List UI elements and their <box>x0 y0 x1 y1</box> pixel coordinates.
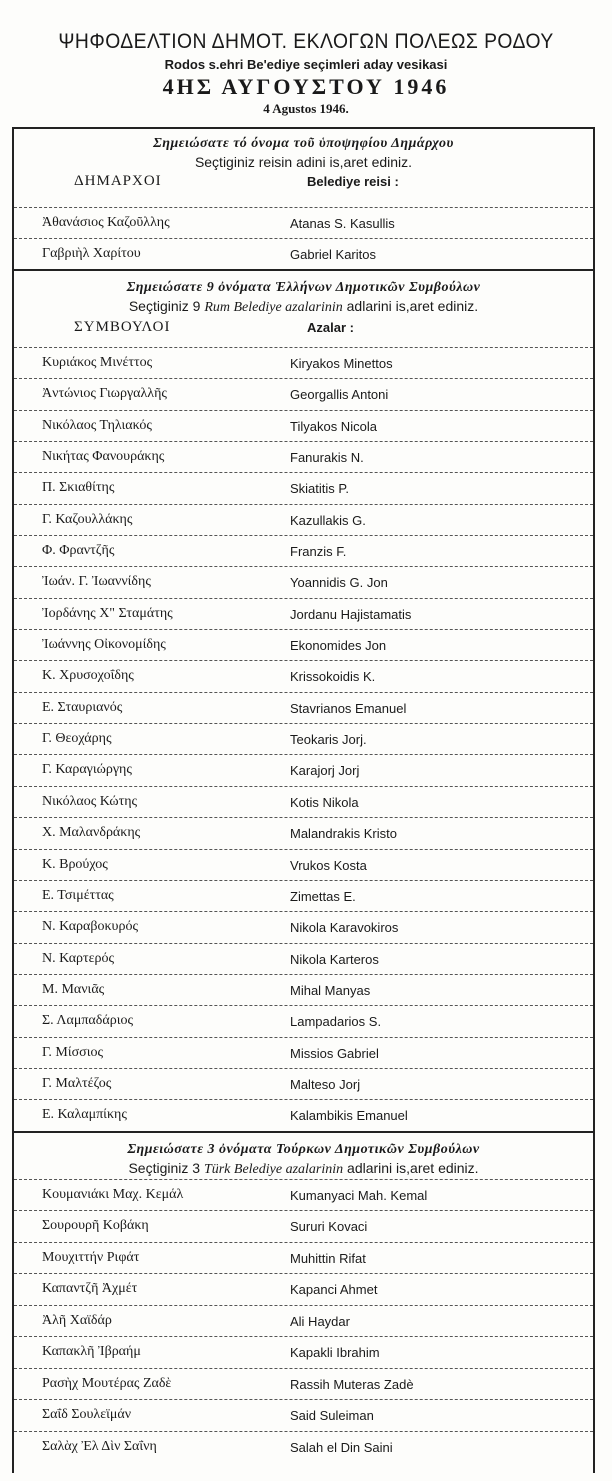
candidate-name-greek: Νικόλαος Τηλιακός <box>42 417 152 433</box>
candidate-row[interactable] <box>14 1336 593 1368</box>
candidate-name-greek: Καπαντζῆ Ἀχμέτ <box>42 1281 138 1297</box>
candidate-name-turkish: Zimettas E. <box>290 888 356 904</box>
candidate-name-turkish: Stavrianos Emanuel <box>290 700 407 716</box>
council-section <box>14 271 593 1131</box>
candidate-name-turkish: Kiryakos Minettos <box>290 356 393 371</box>
candidate-name-turkish: Rassih Muteras Zadè <box>290 1376 414 1392</box>
candidate-row[interactable] <box>14 692 593 723</box>
ballot-header <box>0 0 612 116</box>
candidate-name-turkish: Salah el Din Saini <box>290 1439 393 1455</box>
turkish-instruction-post: adlarini is,aret ediniz. <box>343 1159 479 1176</box>
candidate-row[interactable] <box>14 943 593 974</box>
candidate-name-greek: Ε. Σταυριανός <box>42 699 123 715</box>
council-column-labels <box>14 317 593 347</box>
election-date-turkish: 4 Agustos 1946. <box>263 101 349 116</box>
candidate-name-greek: Νικόλαος Κώτης <box>42 793 138 809</box>
candidate-name-turkish: Jordanu Hajistamatis <box>290 606 412 622</box>
candidate-row[interactable] <box>14 1068 593 1099</box>
candidate-row[interactable] <box>14 880 593 911</box>
candidate-name-greek: Νικήτας Φανουράκης <box>42 449 165 465</box>
turkish-council-instruction-turkish <box>14 1159 593 1179</box>
candidate-name-greek: Ἀντώνιος Γιωργαλλῆς <box>42 386 167 402</box>
candidate-name-greek: Γαβριὴλ Χαρίτου <box>42 246 141 261</box>
council-instruction-emphasis: Rum Belediye azalarinin <box>204 300 343 315</box>
council-instruction-turkish <box>14 297 593 317</box>
candidate-row[interactable] <box>14 660 593 691</box>
candidate-name-turkish: Said Suleiman <box>290 1408 374 1424</box>
candidate-name-turkish: Ekonomides Jon <box>290 638 387 654</box>
candidate-name-turkish: Muhittin Rifat <box>290 1250 366 1266</box>
candidate-name-greek: Κυριάκος Μινέττος <box>42 355 153 370</box>
candidate-name-turkish: Kumanyaci Mah. Kemal <box>290 1187 428 1203</box>
candidate-row[interactable] <box>14 238 593 269</box>
candidate-name-turkish: Kazullakis G. <box>290 512 366 528</box>
ballot-box <box>12 127 595 1473</box>
candidate-row[interactable] <box>14 786 593 817</box>
candidate-name-greek: Κ. Βρούχος <box>42 856 108 872</box>
candidate-name-turkish: Teokaris Jorj. <box>290 732 367 748</box>
candidate-name-turkish: Vrukos Kosta <box>290 857 367 873</box>
candidate-name-turkish: Yoannidis G. Jon <box>290 575 388 591</box>
candidate-row[interactable] <box>14 974 593 1005</box>
turkish-council-instructions <box>14 1141 593 1179</box>
turkish-instruction-emphasis: Türk Belediye azalarinin <box>203 1161 344 1177</box>
candidate-name-greek: Μουχιττήν Ριφάτ <box>42 1249 140 1265</box>
candidate-name-greek: Σαλὰχ Ἐλ Δὶν Σαΐνη <box>42 1438 157 1454</box>
candidate-row[interactable] <box>14 347 593 378</box>
candidate-name-greek: Ἰορδάνης Χ" Σταμάτης <box>42 605 173 621</box>
candidate-row[interactable] <box>14 1431 593 1463</box>
candidate-row[interactable] <box>14 1179 593 1211</box>
turkish-council-candidate-list <box>14 1179 593 1463</box>
mayor-instruction-greek: Σημειώσατε τό όνομα τοῦ ὑποψηφίου Δημάρχου <box>153 136 454 151</box>
candidate-row[interactable] <box>14 598 593 629</box>
candidate-row[interactable] <box>14 207 593 238</box>
mayor-section <box>14 129 593 269</box>
council-instruction-post: adlarini is,aret ediniz. <box>342 298 479 314</box>
candidate-row[interactable] <box>14 911 593 942</box>
candidate-name-turkish: Georgallis Antoni <box>290 387 389 403</box>
candidate-name-greek: Ε. Τσιμέττας <box>42 887 114 903</box>
candidate-row[interactable] <box>14 1399 593 1431</box>
candidate-row[interactable] <box>14 472 593 503</box>
candidate-row[interactable] <box>14 1037 593 1068</box>
council-candidate-list <box>14 347 593 1131</box>
candidate-row[interactable] <box>14 1099 593 1130</box>
candidate-row[interactable] <box>14 504 593 535</box>
candidate-name-turkish: Kapakli Ibrahim <box>290 1345 380 1361</box>
candidate-name-greek: Ἰωάν. Γ. Ἰωαννίδης <box>42 574 151 590</box>
candidate-name-turkish: Nikola Karteros <box>290 951 379 967</box>
candidate-name-turkish: Fanurakis N. <box>290 450 364 466</box>
candidate-row[interactable] <box>14 1242 593 1274</box>
candidate-name-greek: Κ. Χρυσοχοΐδης <box>42 668 134 684</box>
candidate-name-greek: Καπακλῆ Ἰβραήμ <box>42 1344 141 1360</box>
candidate-name-greek: Γ. Μαλτέζος <box>42 1075 112 1091</box>
mayor-label-turkish: Belediye reisi : <box>307 174 399 189</box>
candidate-name-greek: Σαΐδ Σουλεϊμάν <box>42 1407 132 1423</box>
candidate-name-greek: Σουρουρῆ Κοβάκη <box>42 1218 149 1234</box>
candidate-name-greek: Ρασὴχ Μουτέρας Ζαδὲ <box>42 1375 172 1391</box>
candidate-row[interactable] <box>14 441 593 472</box>
candidate-name-greek: Ε. Καλαμπίκης <box>42 1107 127 1123</box>
council-instruction-greek: Σημειώσατε 9 ὀνόματα Ἑλλήνων Δημοτικῶν Συμβούλων <box>126 280 481 295</box>
candidate-name-turkish: Krissokoidis K. <box>290 669 376 685</box>
candidate-name-turkish: Malandrakis Kristo <box>290 826 397 842</box>
mayor-label-greek: ΔΗΜΑΡΧΟΙ <box>74 173 162 189</box>
candidate-name-turkish: Malteso Jorj <box>290 1076 361 1092</box>
candidate-name-greek: Γ. Θεοχάρης <box>42 731 112 747</box>
candidate-name-turkish: Atanas S. Kasullis <box>290 216 395 231</box>
mayor-instructions <box>14 135 593 171</box>
candidate-row[interactable] <box>14 1005 593 1036</box>
candidate-row[interactable] <box>14 849 593 880</box>
candidate-name-turkish: Skiatitis P. <box>290 481 350 497</box>
candidate-name-greek: Ἀθανάσιος Καζοῦλλης <box>42 215 170 230</box>
candidate-name-greek: Π. Σκιαθίτης <box>42 480 115 496</box>
candidate-name-turkish: Ali Haydar <box>290 1313 350 1329</box>
candidate-name-turkish: Missios Gabriel <box>290 1045 379 1061</box>
council-label-turkish: Azalar : <box>307 320 354 335</box>
candidate-name-turkish: Kalambikis Emanuel <box>290 1108 408 1124</box>
candidate-name-greek: Ν. Καρτερός <box>42 950 115 966</box>
candidate-row[interactable] <box>14 817 593 848</box>
ballot-subtitle: Rodos s.ehri Be'ediye seçimleri aday vesikasi <box>164 57 448 72</box>
candidate-name-turkish: Kapanci Ahmet <box>290 1282 378 1298</box>
candidate-name-greek: Ν. Καραβοκυρός <box>42 919 138 935</box>
candidate-name-turkish: Karajorj Jorj <box>290 763 360 779</box>
candidate-name-turkish: Gabriel Karitos <box>290 247 376 262</box>
candidate-name-turkish: Tilyakos Nicola <box>290 418 377 434</box>
candidate-row[interactable] <box>14 1368 593 1400</box>
candidate-row[interactable] <box>14 723 593 754</box>
candidate-name-turkish: Sururi Kovaci <box>290 1219 368 1235</box>
turkish-council-instruction-greek: Σημειώσατε 3 ὀνόματα Τούρκων Δημοτικῶν Συμβούλων <box>127 1141 480 1157</box>
council-label-greek: ΣΥΜΒΟΥΛΟΙ <box>74 319 171 335</box>
candidate-row[interactable] <box>14 1273 593 1305</box>
candidate-row[interactable] <box>14 629 593 660</box>
candidate-row[interactable] <box>14 1210 593 1242</box>
candidate-name-greek: Χ. Μαλανδράκης <box>42 825 141 841</box>
candidate-name-greek: Σ. Λαμπαδάριος <box>42 1013 133 1029</box>
mayor-candidate-list <box>14 207 593 269</box>
election-date-greek: 4ΗΣ ΑΥΓΟΥΣΤΟΥ 1946 <box>162 74 450 99</box>
council-instruction-pre: Seçtiginiz 9 <box>128 298 205 314</box>
candidate-name-greek: Φ. Φραντζῆς <box>42 543 115 559</box>
candidate-name-turkish: Lampadarios S. <box>290 1014 382 1030</box>
candidate-name-greek: Κουμανιάκι Μαχ. Κεμάλ <box>42 1186 184 1202</box>
candidate-name-greek: Γ. Καζουλλάκης <box>42 511 133 527</box>
candidate-row[interactable] <box>14 1305 593 1337</box>
candidate-name-turkish: Nikola Karavokiros <box>290 920 399 936</box>
candidate-name-greek: Γ. Καραγιώργης <box>42 762 132 778</box>
mayor-instruction-turkish: Seçtiginiz reisin adini is,aret ediniz. <box>194 154 413 170</box>
candidate-name-greek: Μ. Μανιᾶς <box>42 981 105 997</box>
candidate-row[interactable] <box>14 566 593 597</box>
candidate-name-turkish: Franzis F. <box>290 544 347 560</box>
candidate-name-turkish: Mihal Manyas <box>290 982 371 998</box>
candidate-row[interactable] <box>14 410 593 441</box>
candidate-name-greek: Ἀλῆ Χαϊδάρ <box>42 1312 112 1328</box>
mayor-column-labels <box>14 171 593 207</box>
candidate-name-greek: Γ. Μίσσιος <box>42 1044 104 1060</box>
turkish-council-section <box>14 1133 593 1463</box>
ballot-title: ΨΗΦΟΔΕΛΤΙΟΝ ΔΗΜΟΤ. ΕΚΛΟΓΩΝ ΠΟΛΕΩΣ ΡΟΔΟΥ <box>58 30 554 53</box>
candidate-row[interactable] <box>14 535 593 566</box>
candidate-row[interactable] <box>14 754 593 785</box>
candidate-name-greek: Ἰωάννης Οἰκονομίδης <box>42 637 166 653</box>
turkish-instruction-pre: Seçtiginiz 3 <box>128 1159 204 1176</box>
council-instructions <box>14 279 593 317</box>
candidate-name-turkish: Kotis Nikola <box>290 794 359 810</box>
candidate-row[interactable] <box>14 378 593 409</box>
